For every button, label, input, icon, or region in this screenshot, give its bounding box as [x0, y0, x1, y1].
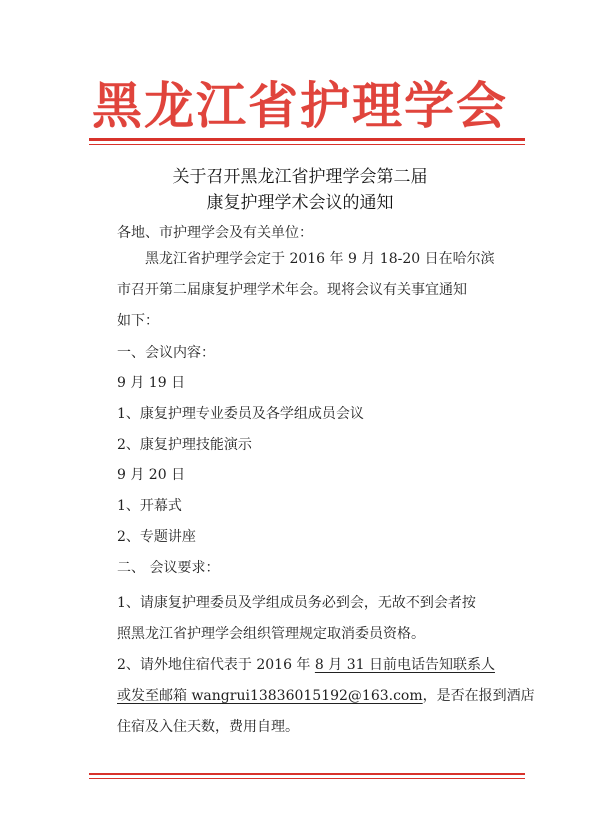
section2-heading: 二、 会议要求：	[117, 560, 220, 576]
section1-heading: 一、会议内容：	[117, 345, 215, 361]
requirement-2-line3: 住宿及入住天数，费用自理。	[117, 719, 299, 735]
intro-line-1: 黑龙江省护理学会定于 2016 年 9 月 18-20 日在哈尔滨	[145, 251, 495, 267]
footer-rule-thin	[89, 778, 525, 779]
intro-line-3: 如下：	[117, 313, 159, 329]
day1-item-2: 2、康复护理技能演示	[117, 437, 252, 453]
notice-title-line2: 康复护理学术会议的通知	[206, 193, 394, 213]
email-contact: 或发至邮箱 wangrui13836015192@163.com	[117, 688, 423, 704]
day1-date: 9 月 19 日	[117, 375, 186, 391]
requirement-1-line1: 1、请康复护理委员及学组成员务必到会，无故不到会者按	[117, 595, 476, 611]
requirement-2-tail: ，是否在报到酒店	[422, 688, 535, 704]
intro-line-2: 市召开第二届康复护理学术年会。现将会议有关事宜通知	[117, 282, 467, 298]
letterhead-title: 黑龙江省护理学会	[92, 76, 508, 135]
requirement-1-line2: 照黑龙江省护理学会组织管理规定取消委员资格。	[117, 626, 425, 642]
requirement-2-line2	[117, 687, 535, 705]
day2-date: 9 月 20 日	[117, 467, 186, 483]
deadline-underlined: 8 月 31 日前电话告知联系人	[314, 657, 495, 673]
header-rule-thick	[89, 138, 525, 141]
day1-item-1: 1、康复护理专业委员及各学组成员会议	[117, 406, 364, 422]
footer-rule-thick	[89, 773, 525, 775]
salutation: 各地、市护理学会及有关单位：	[117, 225, 313, 241]
requirement-2-line1	[117, 656, 495, 674]
day2-item-2: 2、专题讲座	[117, 529, 196, 545]
requirement-2-text: 2、请外地住宿代表于 2016 年	[117, 657, 315, 673]
day2-item-1: 1、开幕式	[117, 498, 182, 514]
notice-title-line1: 关于召开黑龙江省护理学会第二届	[172, 167, 428, 187]
header-rule-thin	[89, 144, 525, 145]
